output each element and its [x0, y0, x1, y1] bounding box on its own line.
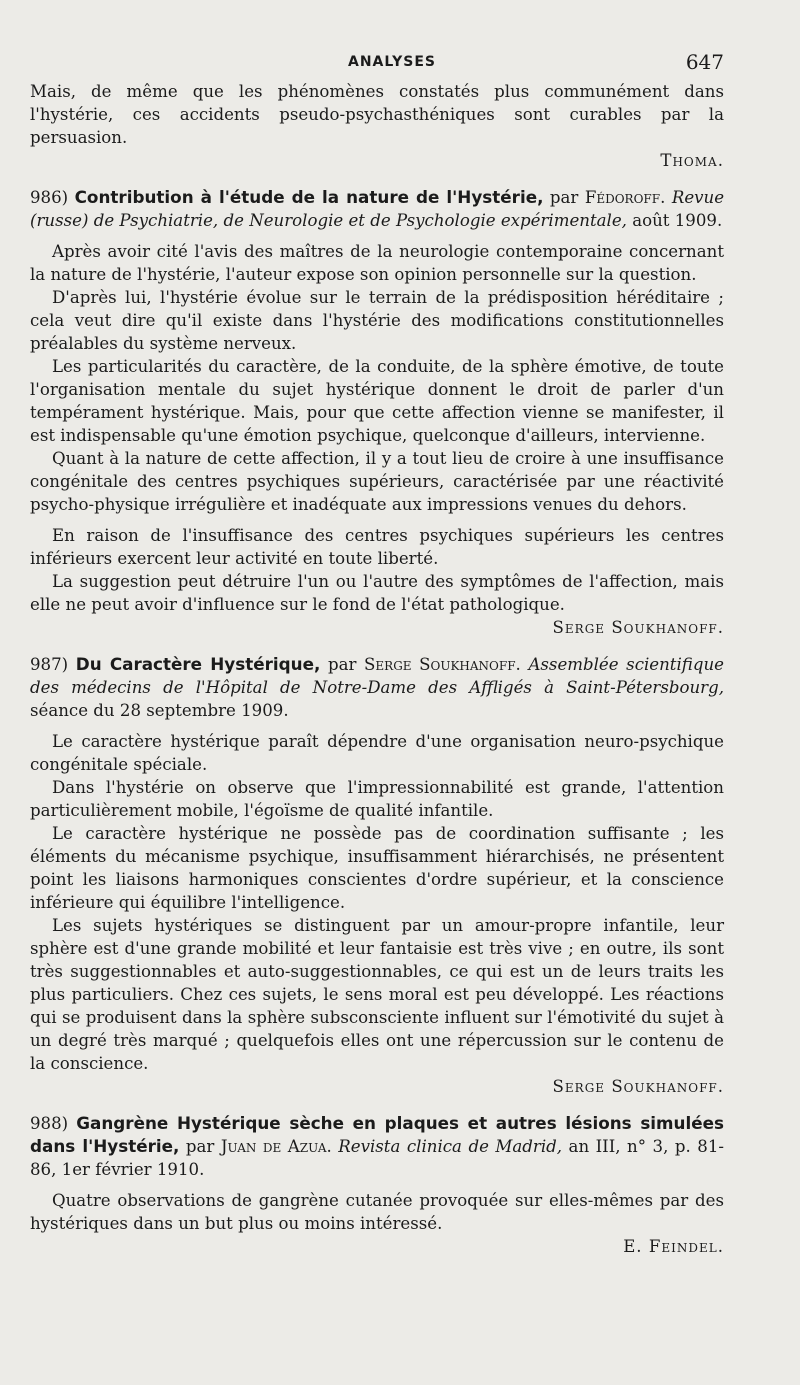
- article-title: Gangrène Hystérique sèche en plaques et autres lésions simulées dans l'Hystérie,: [30, 1113, 724, 1156]
- paragraph: Les sujets hystériques se distinguent par un amour-propre infantile, leur sphère est d'une grande mobilité et leur fantaisie est très vive ; en outre, ils sont très suggestionnables et auto-suggestionnables, ce qui est un de leurs traits les plus particuliers. Chez ces sujets, le sens moral est peu développé. Les réactions qui se produisent dans la sphère subsconsciente influent sur l'émotivité du sujet à un degré très marqué ; quelquefois elles ont une répercussion sur le contenu de la conscience.: [30, 916, 724, 1073]
- paragraph: Le caractère hystérique paraît dépendre d'une organisation neuro-psychique congénitale spéciale.: [30, 732, 724, 774]
- article-number: 986): [30, 188, 69, 207]
- paragraph: Après avoir cité l'avis des maîtres de la neurologie contemporaine concernant la nature de l'hystérie, l'auteur expose son opinion personnelle sur la question.: [30, 242, 724, 284]
- article-title: Du Caractère Hystérique,: [75, 654, 321, 674]
- par-word: par: [327, 655, 357, 674]
- article-author: Serge Soukhanoff.: [364, 655, 521, 674]
- article-author: Fédoroff.: [584, 188, 666, 207]
- article-date: août 1909.: [632, 211, 723, 230]
- article-986-heading: [30, 186, 724, 232]
- running-header: [60, 48, 724, 78]
- par-word: par: [549, 188, 579, 207]
- intro-signature: Thoma.: [660, 151, 724, 170]
- par-word: par: [185, 1137, 215, 1156]
- article-date: séance du 28 septembre 1909.: [30, 701, 289, 720]
- article-signature: E. Feindel.: [623, 1237, 724, 1256]
- intro-paragraph: Mais, de même que les phénomènes constatés plus communément dans l'hystérie, ces accidents pseudo-psychasthéniques sont curables par la persuasion.: [30, 82, 724, 147]
- article-987-heading: [30, 653, 724, 722]
- text-body: [30, 80, 724, 1272]
- page-number: 647: [685, 50, 724, 74]
- article-signature: Serge Soukhanoff.: [552, 618, 724, 637]
- article-number: 987): [30, 655, 69, 674]
- article-source: Revista clinica de Madrid,: [338, 1137, 563, 1156]
- article-source: Assemblée scientifique des médecins de l'Hôpital de Notre-Dame des Affligés à Saint-Pétersbourg,: [30, 655, 724, 697]
- paragraph: Quant à la nature de cette affection, il y a tout lieu de croire à une insuffisance congénitale des centres psychiques supérieurs, caractérisée par une réactivité psycho-physique irrégulière et inadéquate aux impressions venues du dehors.: [30, 449, 724, 514]
- paragraph: Dans l'hystérie on observe que l'impressionnabilité est grande, l'attention particulièrement mobile, l'égoïsme de qualité infantile.: [30, 778, 724, 820]
- paragraph: Le caractère hystérique ne possède pas de coordination suffisante ; les éléments du mécanisme psychique, insuffisamment hiérarchisés, ne présentent point les liaisons harmoniques conscientes d'ordre supérieur, et la conscience inférieure qui équilibre l'intelligence.: [30, 824, 724, 912]
- article-date: an III, n° 3, p. 81-86, 1er février 1910.: [30, 1137, 724, 1179]
- paragraph: Les particularités du caractère, de la conduite, de la sphère émotive, de toute l'organisation mentale du sujet hystérique donnent le droit de parler d'un tempérament hystérique. Mais, pour que cette affection vienne se manifester, il est indispensable qu'une émotion psychique, quelconque d'ailleurs, intervienne.: [30, 357, 724, 445]
- article-988-heading: [30, 1112, 724, 1181]
- paragraph: D'après lui, l'hystérie évolue sur le terrain de la prédisposition héréditaire ; cela veut dire qu'il existe dans l'hystérie des modifications constitutionnelles préalables du système nerveux.: [30, 288, 724, 353]
- paragraph: En raison de l'insuffisance des centres psychiques supérieurs les centres inférieurs exercent leur activité en toute liberté.: [30, 526, 724, 568]
- running-title: ANALYSES: [348, 54, 436, 70]
- paragraph: Quatre observations de gangrène cutanée provoquée sur elles-mêmes par des hystériques dans un but plus ou moins intéressé.: [30, 1191, 724, 1233]
- article-number: 988): [30, 1114, 69, 1133]
- article-signature: Serge Soukhanoff.: [552, 1077, 724, 1096]
- paragraph: La suggestion peut détruire l'un ou l'autre des symptômes de l'affection, mais elle ne peut avoir d'influence sur le fond de l'état pathologique.: [30, 572, 724, 614]
- article-author: Juan de Azua.: [220, 1137, 332, 1156]
- article-title: Contribution à l'étude de la nature de l'Hystérie,: [74, 187, 544, 207]
- article-source: Revue (russe) de Psychiatrie, de Neurologie et de Psychologie expérimentale,: [30, 188, 725, 230]
